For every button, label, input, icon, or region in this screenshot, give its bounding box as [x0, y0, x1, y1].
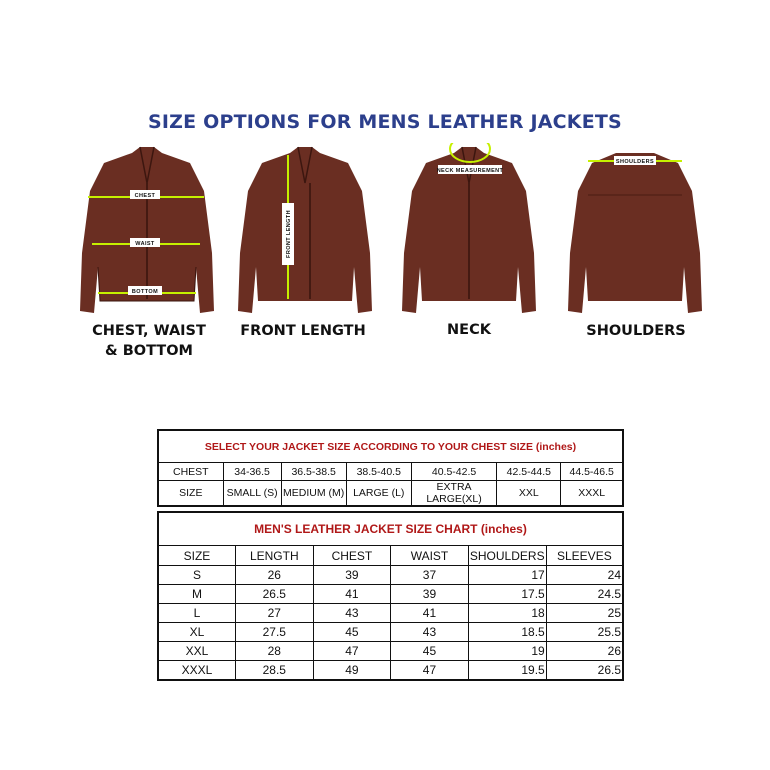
table-cell: MEDIUM (M): [281, 481, 346, 507]
table-cell: 18: [468, 604, 546, 623]
size-chart-table: [157, 511, 624, 681]
table-cell: 39: [391, 585, 469, 604]
table-cell: 19.5: [468, 661, 546, 681]
table-row: [158, 604, 623, 623]
table-cell: 45: [313, 623, 391, 642]
table-cell: CHEST: [158, 463, 223, 481]
caption-front-length: FRONT LENGTH: [240, 323, 366, 339]
table-cell: M: [158, 585, 235, 604]
size-chart-heading: MEN'S LEATHER JACKET SIZE CHART (inches): [158, 512, 623, 546]
table-cell: 39: [313, 566, 391, 585]
table-row: [158, 623, 623, 642]
table-cell: 49: [313, 661, 391, 681]
size-chart-header-row: [158, 546, 623, 566]
caption-line-1: CHEST, WAIST: [92, 323, 206, 339]
jacket-front-length-image: [236, 143, 374, 321]
table-row: [158, 585, 623, 604]
table-cell: 43: [313, 604, 391, 623]
table-cell: 25: [546, 604, 623, 623]
table-cell: S: [158, 566, 235, 585]
waist-measure-label: WAIST: [135, 241, 155, 247]
chest-table-row-chest: [158, 463, 623, 481]
table-cell: SMALL (S): [223, 481, 281, 507]
chest-measure-label: CHEST: [134, 193, 156, 199]
caption-line-2: & BOTTOM: [105, 343, 193, 359]
table-cell: XL: [158, 623, 235, 642]
column-header: WAIST: [391, 546, 469, 566]
table-cell: 34-36.5: [223, 463, 281, 481]
table-cell: XXL: [497, 481, 561, 507]
jacket-back-shoulders-image: [566, 143, 704, 321]
table-cell: 40.5-42.5: [411, 463, 496, 481]
table-cell: 24: [546, 566, 623, 585]
column-header: SIZE: [158, 546, 235, 566]
table-cell: 26.5: [546, 661, 623, 681]
table-cell: 26: [546, 642, 623, 661]
table-cell: 41: [391, 604, 469, 623]
page-title: SIZE OPTIONS FOR MENS LEATHER JACKETS: [148, 111, 622, 133]
table-cell: 26.5: [235, 585, 313, 604]
table-cell: 41: [313, 585, 391, 604]
front-length-measure-label: FRONT LENGTH: [286, 210, 292, 258]
column-header: LENGTH: [235, 546, 313, 566]
chest-table-heading: SELECT YOUR JACKET SIZE ACCORDING TO YOUR CHEST SIZE (inches): [158, 430, 623, 463]
caption-shoulders: SHOULDERS: [586, 323, 686, 339]
table-cell: 17.5: [468, 585, 546, 604]
table-cell: XXXL: [561, 481, 623, 507]
caption-chest-waist-bottom: [78, 321, 220, 361]
neck-measure-label: NECK MEASUREMENT: [436, 168, 504, 174]
caption-neck: NECK: [447, 322, 491, 338]
jacket-front-chest-waist-bottom-image: [78, 143, 216, 321]
bottom-measure-label: BOTTOM: [131, 289, 159, 295]
table-cell: EXTRA LARGE(XL): [411, 481, 496, 507]
table-cell: 28.5: [235, 661, 313, 681]
table-cell: 27: [235, 604, 313, 623]
table-cell: 42.5-44.5: [497, 463, 561, 481]
table-cell: XXL: [158, 642, 235, 661]
table-cell: 38.5-40.5: [346, 463, 411, 481]
table-cell: 17: [468, 566, 546, 585]
column-header: CHEST: [313, 546, 391, 566]
jacket-neck-image: [400, 143, 538, 321]
table-cell: 45: [391, 642, 469, 661]
table-cell: XXXL: [158, 661, 235, 681]
table-cell: 24.5: [546, 585, 623, 604]
table-cell: 47: [313, 642, 391, 661]
column-header: SHOULDERS: [468, 546, 546, 566]
table-cell: 47: [391, 661, 469, 681]
table-row: [158, 566, 623, 585]
table-cell: 26: [235, 566, 313, 585]
table-cell: 44.5-46.5: [561, 463, 623, 481]
table-cell: 28: [235, 642, 313, 661]
table-row: [158, 661, 623, 681]
table-cell: 36.5-38.5: [281, 463, 346, 481]
table-cell: 43: [391, 623, 469, 642]
table-cell: 19: [468, 642, 546, 661]
chest-table-row-size: [158, 481, 623, 507]
column-header: SLEEVES: [546, 546, 623, 566]
table-cell: SIZE: [158, 481, 223, 507]
table-cell: L: [158, 604, 235, 623]
table-cell: 37: [391, 566, 469, 585]
table-row: [158, 642, 623, 661]
shoulders-measure-label: SHOULDERS: [615, 159, 655, 165]
table-cell: 27.5: [235, 623, 313, 642]
table-cell: 18.5: [468, 623, 546, 642]
chest-size-table: [157, 429, 624, 507]
table-cell: 25.5: [546, 623, 623, 642]
table-cell: LARGE (L): [346, 481, 411, 507]
